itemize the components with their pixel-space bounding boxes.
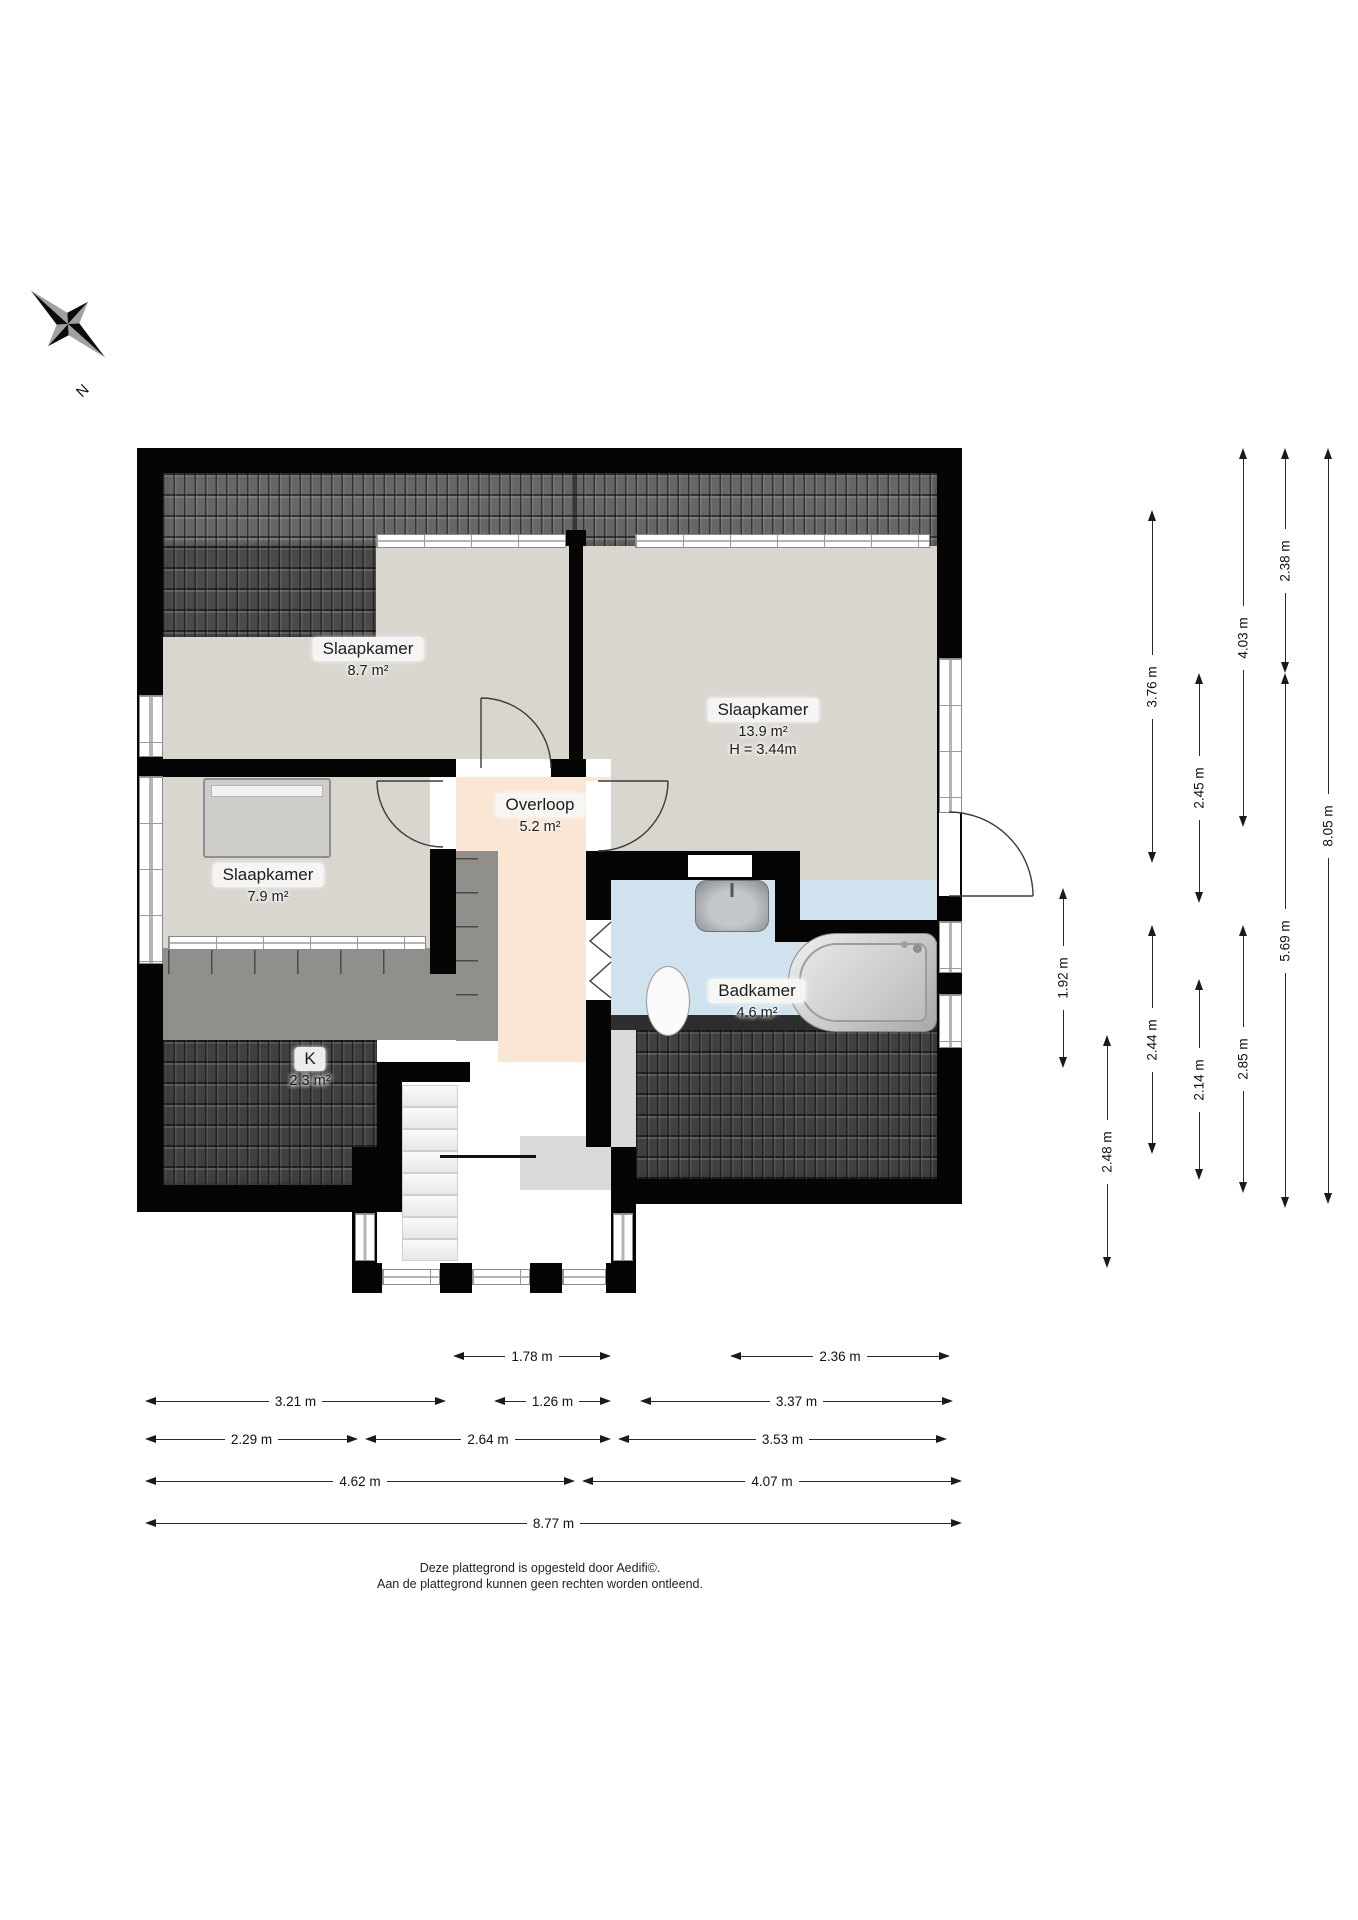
arrow-left-icon <box>494 1397 505 1405</box>
room-label <box>708 698 819 758</box>
room-label <box>496 793 585 835</box>
arrow-right-icon <box>347 1435 358 1443</box>
arrow-up-icon <box>1281 673 1289 684</box>
arrow-right-icon <box>600 1397 611 1405</box>
arrow-up-icon <box>1195 673 1203 684</box>
dimension-label: 4.62 m <box>333 1474 386 1489</box>
room-label <box>289 1047 330 1089</box>
dimension-vertical <box>1234 448 1252 827</box>
arrow-left-icon <box>640 1397 651 1405</box>
dimension-label: 2.29 m <box>225 1432 278 1447</box>
dimension-label: 8.77 m <box>527 1516 580 1531</box>
dimension-horizontal <box>365 1430 611 1448</box>
door-bifold-bathroom <box>590 922 611 998</box>
room-area: 5.2 m² <box>519 819 561 835</box>
arrow-left-icon <box>145 1435 156 1443</box>
door-arc-bedroom-87 <box>481 698 551 768</box>
dimension-label: 3.37 m <box>770 1394 823 1409</box>
arrow-up-icon <box>1239 448 1247 459</box>
dimension-label: 5.69 m <box>1277 914 1294 967</box>
dimension-label: 2.64 m <box>461 1432 514 1447</box>
footer-line-2: Aan de plattegrond kunnen geen rechten worden ontleend. <box>377 1577 703 1591</box>
door-arc-bedroom-139 <box>598 781 668 851</box>
dimension-horizontal <box>582 1472 962 1490</box>
arrow-up-icon <box>1324 448 1332 459</box>
dimension-label: 2.14 m <box>1191 1053 1208 1106</box>
arrow-up-icon <box>1148 925 1156 936</box>
arrow-right-icon <box>939 1352 950 1360</box>
dimension-label: 3.53 m <box>756 1432 809 1447</box>
dimension-label: 1.78 m <box>505 1349 558 1364</box>
dimension-label: 2.36 m <box>813 1349 866 1364</box>
dimension-horizontal <box>145 1430 358 1448</box>
arrow-right-icon <box>435 1397 446 1405</box>
arrow-down-icon <box>1148 1143 1156 1154</box>
arrow-right-icon <box>600 1435 611 1443</box>
dimension-label: 4.07 m <box>745 1474 798 1489</box>
arrow-down-icon <box>1195 892 1203 903</box>
dimension-label: 4.03 m <box>1235 611 1252 664</box>
dimension-vertical <box>1143 925 1161 1154</box>
room-label <box>313 637 424 679</box>
arrow-right-icon <box>600 1352 611 1360</box>
arrow-down-icon <box>1195 1169 1203 1180</box>
dimension-horizontal <box>640 1392 953 1410</box>
dimension-label: 2.85 m <box>1235 1032 1252 1085</box>
arrow-down-icon <box>1281 1197 1289 1208</box>
dimension-label: 2.45 m <box>1191 761 1208 814</box>
dimension-label: 1.92 m <box>1055 951 1072 1004</box>
dimension-vertical <box>1190 979 1208 1180</box>
room-name: Overloop <box>496 793 585 817</box>
dimension-vertical <box>1276 448 1294 673</box>
arrow-down-icon <box>1103 1257 1111 1268</box>
room-area: 7.9 m² <box>247 889 289 905</box>
dimension-vertical <box>1234 925 1252 1193</box>
arrow-left-icon <box>145 1519 156 1527</box>
arrow-left-icon <box>453 1352 464 1360</box>
room-name: K <box>294 1047 325 1071</box>
arrow-up-icon <box>1281 448 1289 459</box>
room-label <box>708 979 805 1021</box>
arrow-right-icon <box>564 1477 575 1485</box>
dimension-vertical <box>1190 673 1208 903</box>
dimension-vertical <box>1054 888 1072 1068</box>
dimension-horizontal <box>145 1392 446 1410</box>
dimension-horizontal <box>145 1472 575 1490</box>
dimension-label: 2.38 m <box>1277 534 1294 587</box>
dimension-vertical <box>1143 510 1161 863</box>
room-area: 4.6 m² <box>736 1005 778 1021</box>
dimension-vertical <box>1319 448 1337 1204</box>
arrow-left-icon <box>145 1397 156 1405</box>
dimension-vertical <box>1276 673 1294 1208</box>
arrow-left-icon <box>145 1477 156 1485</box>
arrow-right-icon <box>936 1435 947 1443</box>
footer-disclaimer <box>190 1560 890 1592</box>
arrow-down-icon <box>1239 1182 1247 1193</box>
dimension-label: 3.21 m <box>269 1394 322 1409</box>
room-area: 8.7 m² <box>347 663 389 679</box>
dimension-label: 3.76 m <box>1144 660 1161 713</box>
arrow-left-icon <box>618 1435 629 1443</box>
arrow-down-icon <box>1324 1193 1332 1204</box>
room-label <box>213 863 324 905</box>
dimension-vertical <box>1098 1035 1116 1268</box>
door-arc-exterior <box>949 812 1033 896</box>
arrow-right-icon <box>951 1519 962 1527</box>
dimension-horizontal <box>618 1430 947 1448</box>
dimension-horizontal <box>730 1347 950 1365</box>
dimension-horizontal <box>453 1347 611 1365</box>
room-name: Badkamer <box>708 979 805 1003</box>
arrow-left-icon <box>582 1477 593 1485</box>
footer-line-1: Deze plattegrond is opgesteld door Aedifi©. <box>419 1561 661 1575</box>
arrow-up-icon <box>1239 925 1247 936</box>
dimension-label: 2.44 m <box>1144 1013 1161 1066</box>
room-area: 13.9 m² <box>738 724 788 740</box>
arrow-left-icon <box>365 1435 376 1443</box>
door-arc-bedroom-79 <box>377 781 443 847</box>
arrow-down-icon <box>1148 852 1156 863</box>
room-area: 2.3 m² <box>289 1073 331 1089</box>
compass-n-label: N <box>72 381 93 401</box>
dimension-horizontal <box>145 1514 962 1532</box>
room-name: Slaapkamer <box>708 698 819 722</box>
arrow-up-icon <box>1059 888 1067 899</box>
dimension-label: 1.26 m <box>526 1394 579 1409</box>
arrow-right-icon <box>951 1477 962 1485</box>
arrow-up-icon <box>1195 979 1203 990</box>
arrow-left-icon <box>730 1352 741 1360</box>
arrow-down-icon <box>1239 816 1247 827</box>
room-name: Slaapkamer <box>213 863 324 887</box>
arrow-up-icon <box>1103 1035 1111 1046</box>
dimension-label: 8.05 m <box>1320 799 1337 852</box>
arrow-up-icon <box>1148 510 1156 521</box>
room-height: H = 3.44m <box>729 742 797 758</box>
dimension-label: 2.48 m <box>1099 1125 1116 1178</box>
arrow-down-icon <box>1281 662 1289 673</box>
room-name: Slaapkamer <box>313 637 424 661</box>
arrow-right-icon <box>942 1397 953 1405</box>
arrow-down-icon <box>1059 1057 1067 1068</box>
dimension-horizontal <box>494 1392 611 1410</box>
